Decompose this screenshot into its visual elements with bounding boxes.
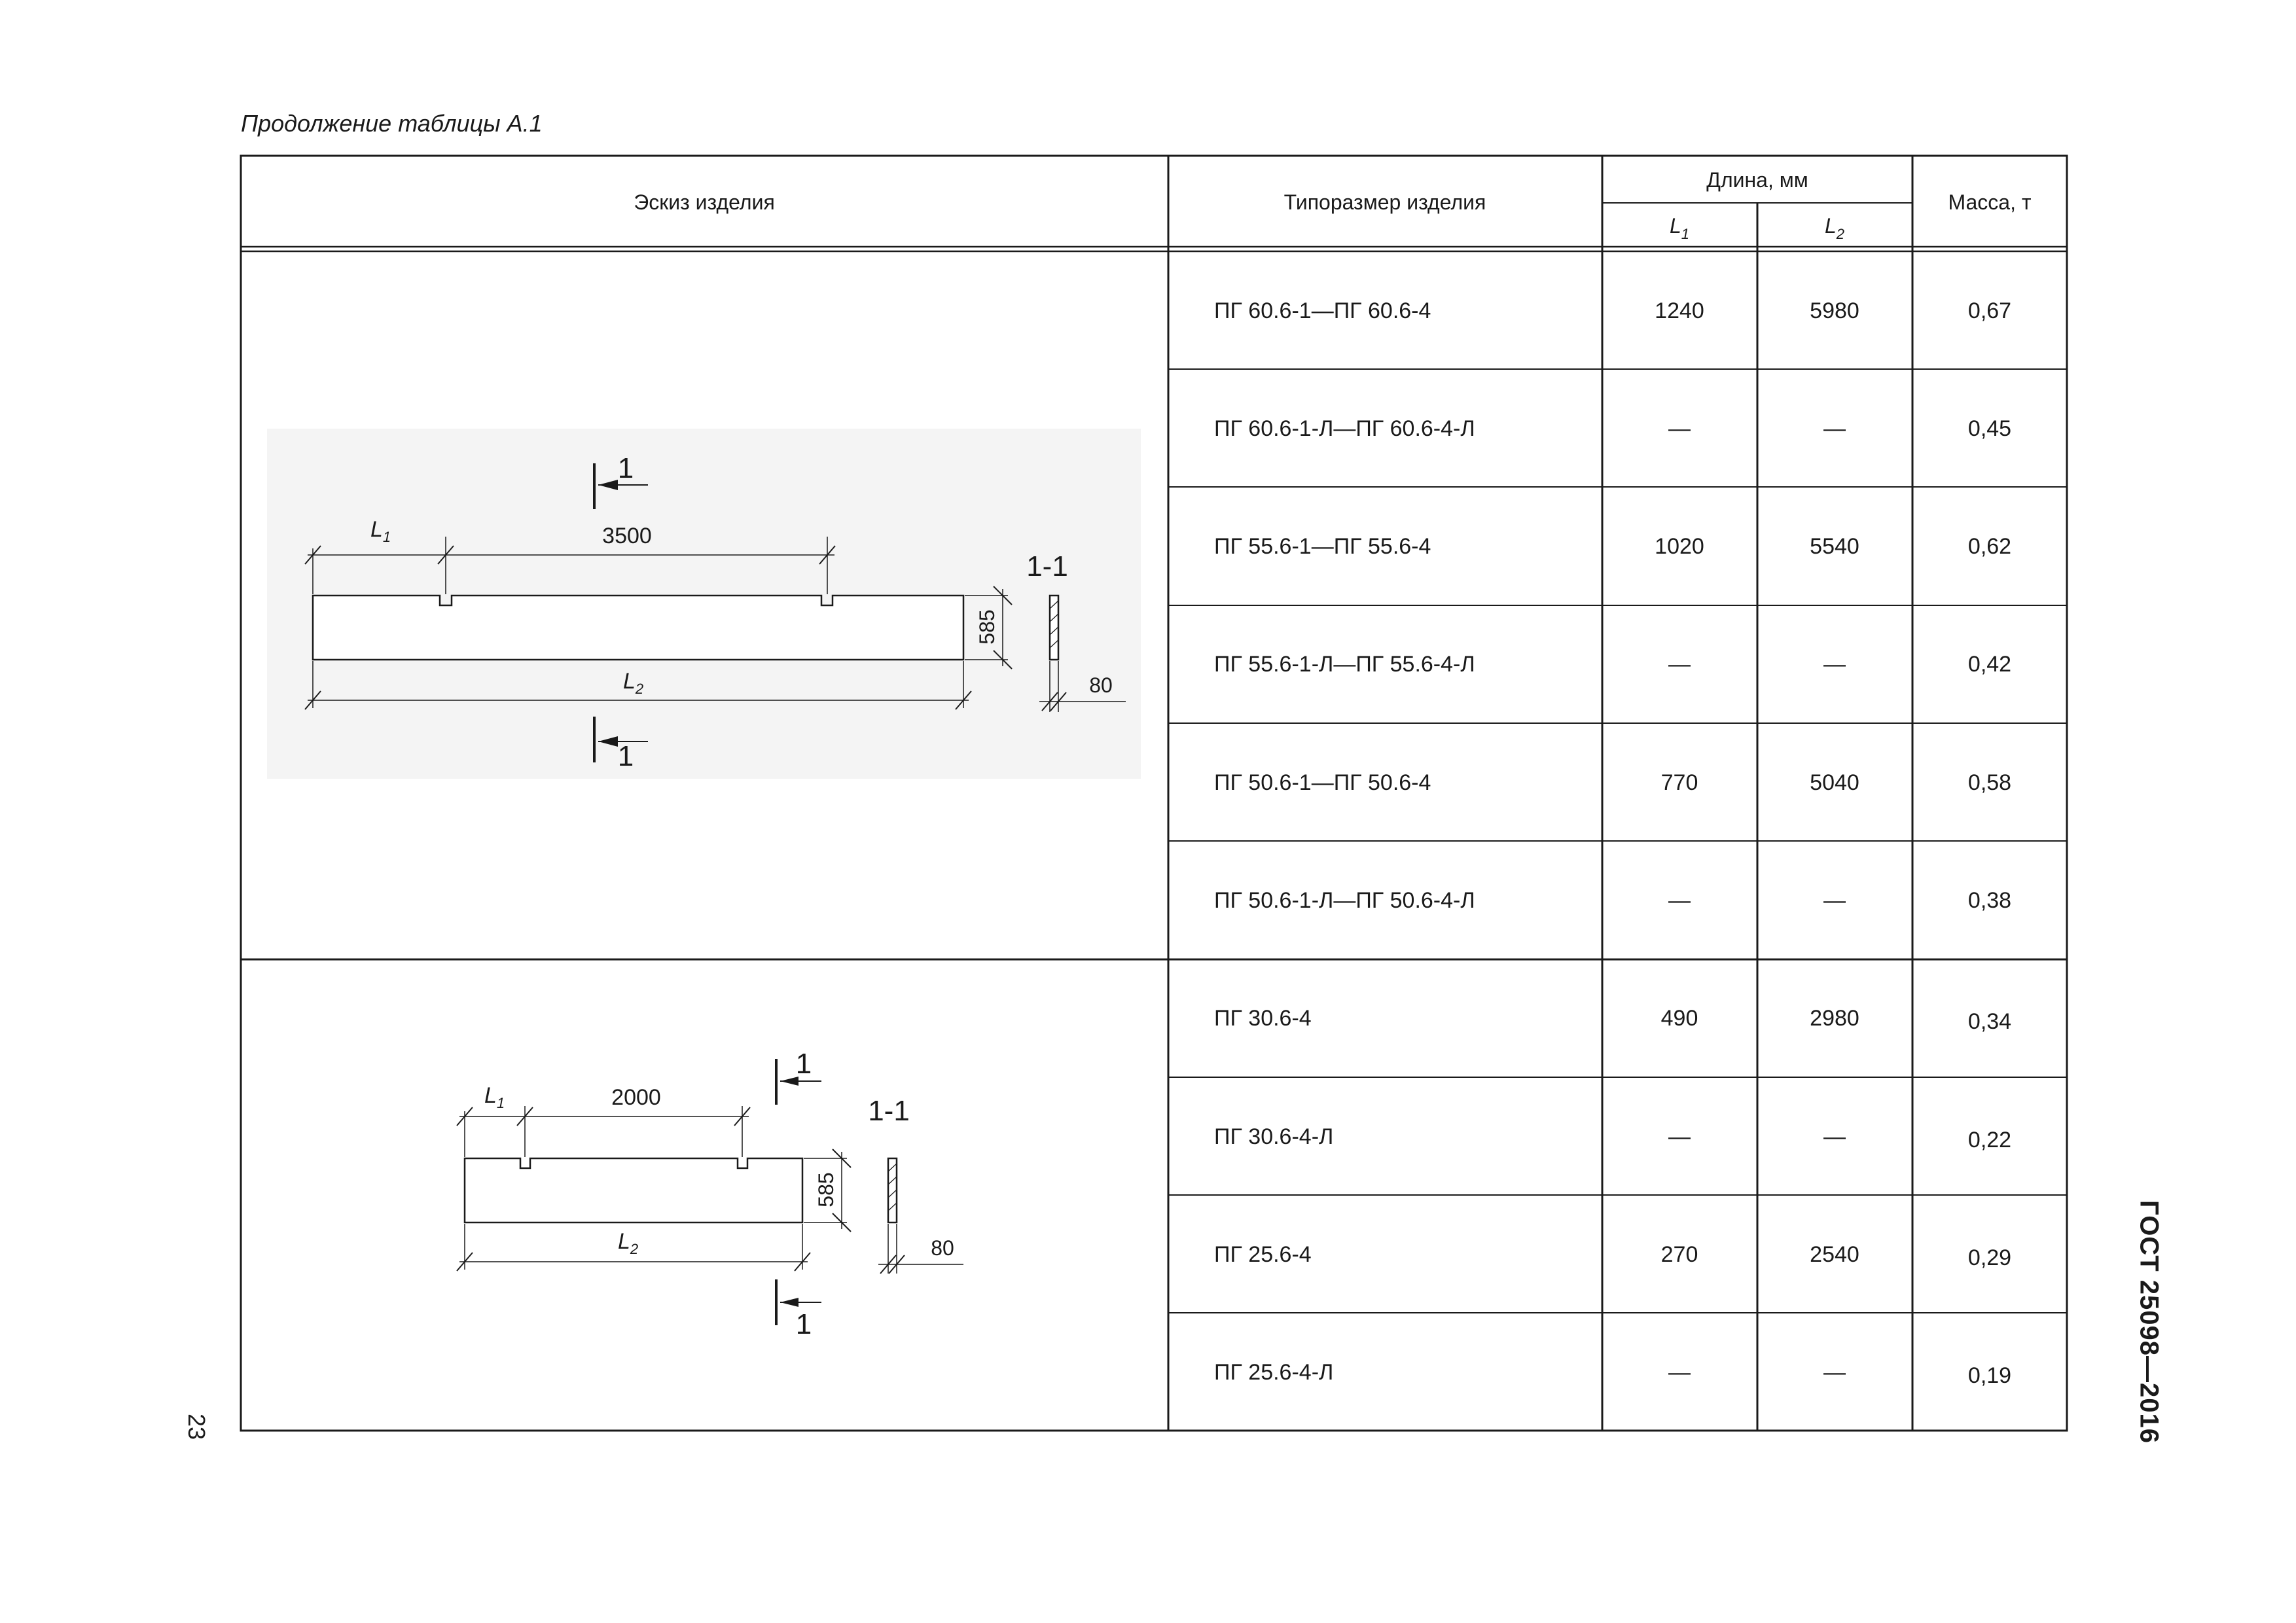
- cell-l1: —: [1668, 888, 1691, 913]
- page-number: [180, 1400, 213, 1453]
- table-row: [1214, 770, 2011, 795]
- cell-mass: 0,58: [1967, 770, 2012, 795]
- height-value: 585: [814, 1172, 838, 1207]
- cell-mass: 0,45: [1967, 416, 2012, 441]
- cell-l2: 5980: [1810, 298, 1859, 323]
- sketch-panel-large: [267, 429, 1141, 779]
- label-l2: $L_2$: [623, 669, 644, 697]
- table-row: [1214, 1006, 2011, 1034]
- table-row: [1214, 1124, 2011, 1152]
- cell-l1: 1240: [1655, 298, 1704, 323]
- header-l2: $L_2$: [1824, 214, 1845, 242]
- cell-mass: 0,62: [1967, 534, 2012, 559]
- arrow-head: [780, 1298, 798, 1307]
- cell-type: ПГ 60.6-1—ПГ 60.6-4: [1214, 298, 1431, 323]
- cell-mass: 0,29: [1967, 1245, 2012, 1270]
- page-number-text: 23: [183, 1413, 210, 1440]
- cell-l1: —: [1668, 1124, 1691, 1149]
- cell-l2: —: [1823, 888, 1846, 913]
- dim-top-value: 2000: [611, 1085, 661, 1110]
- cell-type: ПГ 55.6-1—ПГ 55.6-4: [1214, 534, 1431, 559]
- header-type: Типоразмер изделия: [1283, 190, 1486, 214]
- panel-outline: [465, 1158, 802, 1222]
- section-mark-label: 1: [795, 1048, 812, 1080]
- thickness-value: 80: [1089, 673, 1113, 697]
- cell-type: ПГ 55.6-1-Л—ПГ 55.6-4-Л: [1214, 652, 1475, 677]
- section-title: 1-1: [868, 1095, 910, 1127]
- table-row: [1214, 1360, 2011, 1388]
- cell-l1: 490: [1660, 1006, 1698, 1031]
- thickness-value: 80: [931, 1236, 954, 1260]
- cell-l2: 5540: [1810, 534, 1859, 559]
- standard-designation: [2126, 1198, 2172, 1446]
- table-frame: [241, 156, 2067, 1431]
- section-mark-label: 1: [617, 452, 634, 484]
- cell-type: ПГ 60.6-1-Л—ПГ 60.6-4-Л: [1214, 416, 1475, 441]
- cell-type: ПГ 30.6-4: [1214, 1006, 1312, 1031]
- cell-mass: 0,67: [1967, 298, 2012, 323]
- cell-l2: —: [1823, 1360, 1846, 1385]
- header-l1: $L_1$: [1669, 214, 1690, 242]
- panel-outline: [313, 596, 963, 660]
- table-row: [1214, 888, 2011, 913]
- cell-type: ПГ 50.6-1-Л—ПГ 50.6-4-Л: [1214, 888, 1475, 913]
- label-l2: $L_2$: [618, 1229, 639, 1257]
- cell-l2: 2540: [1810, 1242, 1859, 1267]
- dim-top-value: 3500: [602, 524, 652, 548]
- section-title: 1-1: [1026, 550, 1068, 582]
- cell-l1: 770: [1660, 770, 1698, 795]
- table-row: [1214, 652, 2011, 677]
- cell-mass: 0,22: [1967, 1128, 2012, 1152]
- section-mark-label: 1: [617, 740, 634, 772]
- cell-mass: 0,34: [1967, 1009, 2012, 1034]
- cell-type: ПГ 30.6-4-Л: [1214, 1124, 1334, 1149]
- cell-type: ПГ 25.6-4-Л: [1214, 1360, 1334, 1385]
- section-mark-label: 1: [795, 1308, 812, 1340]
- label-l1: $L_1$: [484, 1083, 505, 1111]
- table-row: [1214, 416, 2011, 441]
- cell-l2: —: [1823, 1124, 1846, 1149]
- cell-type: ПГ 50.6-1—ПГ 50.6-4: [1214, 770, 1431, 795]
- cell-l2: —: [1823, 652, 1846, 677]
- cell-mass: 0,38: [1967, 888, 2012, 913]
- cell-mass: 0,42: [1967, 652, 2012, 677]
- cell-l2: 2980: [1810, 1006, 1859, 1031]
- sketch-panel-small: [457, 1048, 963, 1340]
- cell-l2: 5040: [1810, 770, 1859, 795]
- cell-l1: 1020: [1655, 534, 1704, 559]
- height-value: 585: [975, 609, 999, 645]
- cell-l1: —: [1668, 416, 1691, 441]
- header-length: Длина, мм: [1706, 168, 1808, 192]
- table-row: [1214, 534, 2011, 559]
- cell-l1: 270: [1660, 1242, 1698, 1267]
- cell-l1: —: [1668, 1360, 1691, 1385]
- standard-text: ГОСТ 25098—2016: [2134, 1200, 2164, 1444]
- cell-mass: 0,19: [1967, 1363, 2012, 1388]
- table-grid: [241, 156, 2067, 1431]
- cell-l2: —: [1823, 416, 1846, 441]
- label-l1: $L_1$: [370, 517, 391, 545]
- header-mass: Масса, т: [1948, 190, 2032, 214]
- table-body: [1214, 298, 2011, 1388]
- header-sketch: Эскиз изделия: [634, 190, 775, 214]
- table-row: [1214, 298, 2011, 323]
- cell-type: ПГ 25.6-4: [1214, 1242, 1312, 1267]
- table-caption: Продолжение таблицы А.1: [241, 110, 543, 137]
- cell-l1: —: [1668, 652, 1691, 677]
- table-row: [1214, 1242, 2011, 1270]
